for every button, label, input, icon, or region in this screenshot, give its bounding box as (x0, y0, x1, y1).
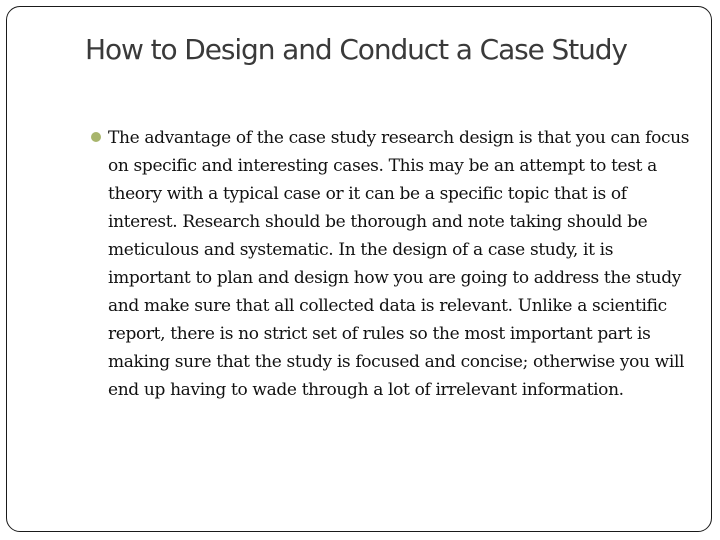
bullet-dot-icon (91, 132, 101, 142)
slide-title: How to Design and Conduct a Case Study (85, 33, 627, 66)
bullet-text: The advantage of the case study research design is that you can focus on specific and interesting cases. This may be an attempt to test a theory with a typical case or it can be a specific topic that is of interest. Research should be thorough and note taking should be meticulous and systematic. In the design of a case study, it is important to plan and design how you are going to address the study and make sure that all collected data is relevant. Unlike a scientific report, there is no strict set of rules so the most important part is making sure that the study is focused and concise; otherwise you will end up having to wade through a lot of irrelevant information. (108, 128, 690, 400)
bullet-list (91, 124, 691, 404)
slide-frame (6, 6, 712, 532)
bullet-item (91, 124, 691, 404)
